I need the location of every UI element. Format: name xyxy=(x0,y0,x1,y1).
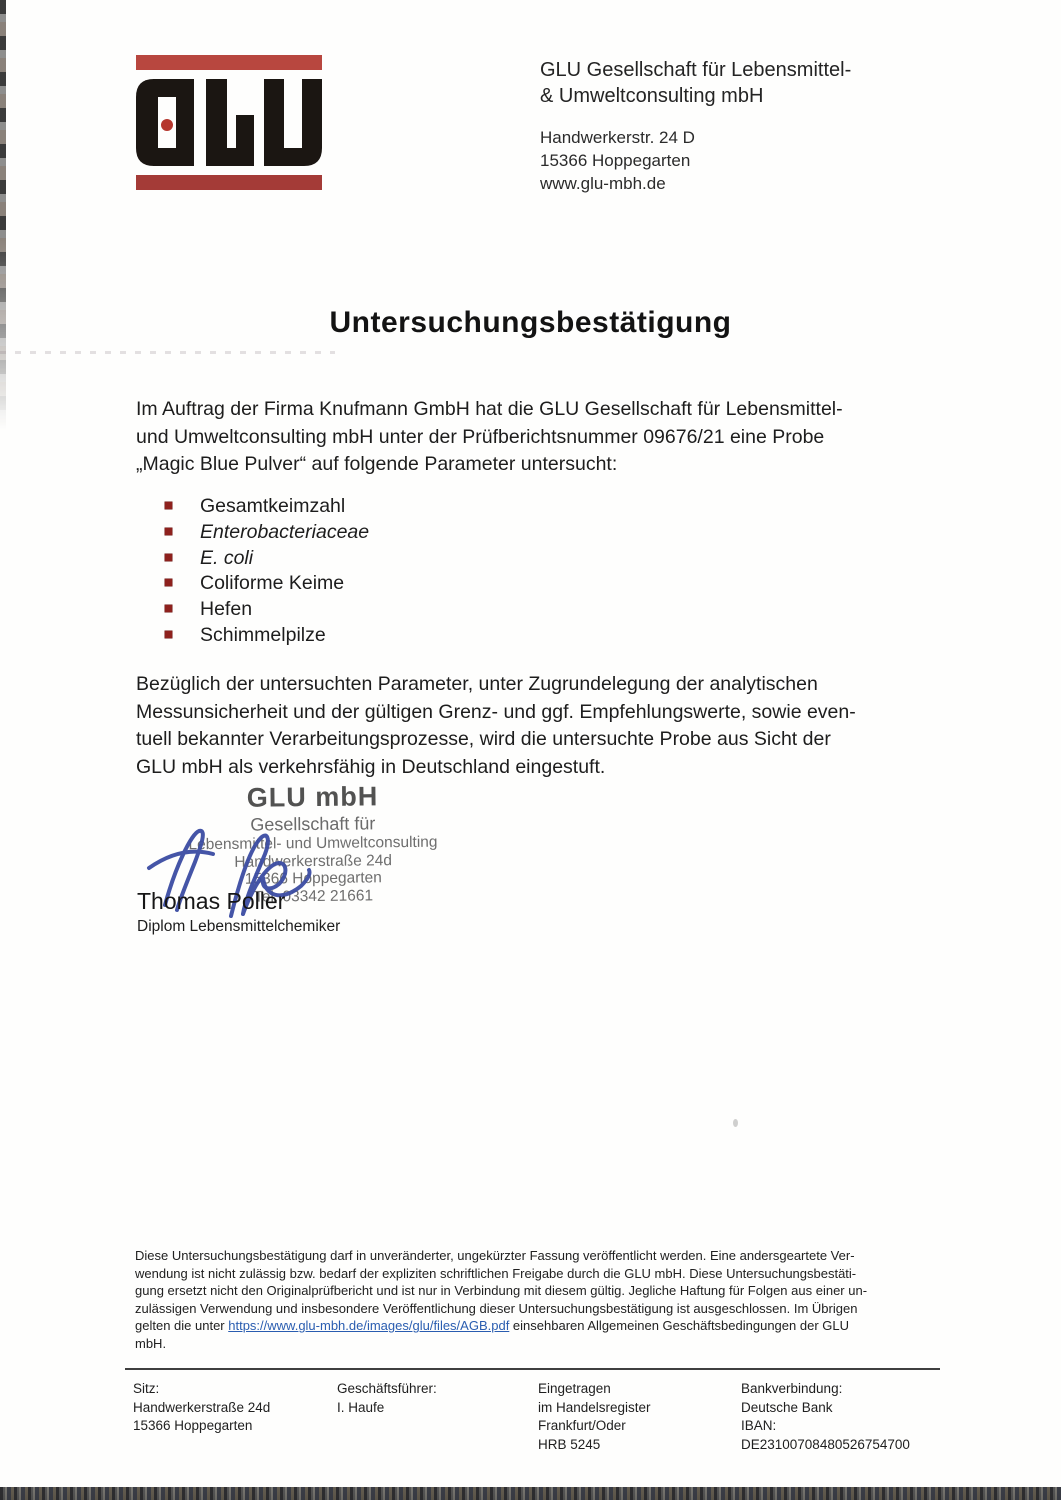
page-title: Untersuchungsbestätigung xyxy=(329,306,732,339)
scan-artifact-bottom-edge xyxy=(0,1487,1061,1500)
address-street: Handwerkerstr. 24 D xyxy=(540,128,695,147)
parameter-item xyxy=(165,623,369,649)
intro-line: und Umweltconsulting mbH unter der Prüfberichtsnummer 09676/21 eine Probe xyxy=(136,425,825,448)
assessment-line: Messunsicherheit und der gültigen Grenz- und ggf. Empfehlungswerte, sowie even- xyxy=(136,700,856,723)
parameter-label: Enterobacteriaceae xyxy=(200,520,370,543)
footer-divider xyxy=(125,1368,940,1370)
footer-line: im Handelsregister xyxy=(538,1399,651,1415)
footer-heading: Geschäftsführer: xyxy=(337,1381,437,1396)
stamp-line: Lebensmittel- und Umweltconsulting xyxy=(188,833,438,854)
parameter-item xyxy=(165,546,369,572)
parameter-label: E. coli xyxy=(200,546,254,569)
legal-line: wendung ist nicht zulässig bzw. bedarf der expliziten schriftlichen Freigabe durch die GLU mbH. Diese Untersuchungsbestäti- xyxy=(135,1265,857,1281)
bullet-square-icon xyxy=(165,631,172,638)
stamp-line: Handwerkerstraße 24d xyxy=(234,851,393,871)
parameter-item xyxy=(165,520,369,546)
signer-name: Thomas Poller xyxy=(137,888,286,914)
parameter-list xyxy=(165,494,369,649)
footer-heading: Eingetragen xyxy=(538,1381,611,1396)
footer-col-geschaeftsfuehrer xyxy=(337,1380,437,1417)
assessment-line: Bezüglich der untersuchten Parameter, unter Zugrundelegung der analytischen xyxy=(136,673,818,695)
parameter-label: Gesamtkeimzahl xyxy=(200,495,346,517)
stamp-company: GLU mbH xyxy=(246,781,379,813)
parameter-label: Coliforme Keime xyxy=(200,572,345,595)
intro-line: Im Auftrag der Firma Knufmann GmbH hat die GLU Gesellschaft für Lebensmittel- xyxy=(136,398,843,420)
parameter-label: Hefen xyxy=(200,598,253,621)
stamp-line: Gesellschaft für xyxy=(250,813,376,835)
legal-link-pre: gelten die unter xyxy=(135,1318,229,1334)
footer-line: Deutsche Bank xyxy=(741,1399,833,1415)
footer-line: IBAN: xyxy=(741,1418,777,1433)
scan-artifact-streak xyxy=(0,351,335,354)
glu-logo-icon xyxy=(133,55,325,190)
scan-artifact-speck xyxy=(733,1119,738,1127)
legal-notice xyxy=(135,1247,965,1353)
bullet-square-icon xyxy=(165,605,172,612)
bullet-square-icon xyxy=(165,579,172,586)
company-website: www.glu-mbh.de xyxy=(540,174,666,193)
assessment-line: tuell bekannter Verarbeitungsprozesse, wird die untersuchte Probe aus Sicht der xyxy=(136,728,831,751)
footer-heading: Sitz: xyxy=(133,1381,160,1396)
footer-col-bankverbindung xyxy=(741,1380,910,1454)
bullet-square-icon xyxy=(165,554,172,561)
intro-paragraph xyxy=(136,396,966,479)
stamp-line: Tel. 03342 21661 xyxy=(253,886,374,906)
company-address xyxy=(540,126,851,195)
legal-line: Diese Untersuchungsbestätigung darf in unveränderter, ungekürzter Fassung veröffentlicht werden. Eine andersgeartete Ver- xyxy=(135,1248,855,1263)
scan-artifact-left-edge xyxy=(0,0,6,430)
address-city: 15366 Hoppegarten xyxy=(540,151,691,170)
footer-heading: Bankverbindung: xyxy=(741,1381,843,1396)
footer-col-handelsregister xyxy=(538,1380,651,1454)
parameter-item xyxy=(165,597,369,623)
company-name-line1: GLU Gesellschaft für Lebensmittel- xyxy=(540,59,852,81)
footer-line: Frankfurt/Oder xyxy=(538,1418,626,1433)
legal-link-post: einsehbaren Allgemeinen Geschäftsbedingungen der GLU xyxy=(509,1318,849,1334)
legal-line-with-link xyxy=(135,1317,965,1335)
parameter-item xyxy=(165,494,369,520)
legal-line: zulässigen Verwendung und insbesondere Veröffentlichung dieser Untersuchungsbestätigung ist ausgeschlossen. Im Übrigen xyxy=(135,1300,858,1316)
bullet-square-icon xyxy=(165,502,172,509)
footer-line: Handwerkerstraße 24d xyxy=(133,1399,271,1415)
company-name-line2: & Umweltconsulting mbH xyxy=(540,85,764,107)
assessment-paragraph xyxy=(136,671,966,781)
legal-line: gung ersetzt nicht den Originalprüfbericht und ist nur in Verbindung mit diesem gültig. Jegliche Haftung für Folgen aus einer un- xyxy=(135,1283,868,1299)
footer-line: HRB 5245 xyxy=(538,1436,601,1452)
signer-title: Diplom Lebensmittelchemiker xyxy=(137,918,341,935)
assessment-line: GLU mbH als verkehrsfähig in Deutschland eingestuft. xyxy=(136,755,606,778)
footer-line: 15366 Hoppegarten xyxy=(133,1418,253,1433)
footer-col-sitz xyxy=(133,1380,270,1436)
agb-link[interactable]: https://www.glu-mbh.de/images/glu/files/AGB.pdf xyxy=(228,1318,510,1334)
legal-line: mbH. xyxy=(135,1335,167,1351)
parameter-item xyxy=(165,571,369,597)
intro-line: „Magic Blue Pulver“ auf folgende Parameter untersucht: xyxy=(136,453,618,476)
bullet-square-icon xyxy=(165,528,172,535)
signature-block xyxy=(135,782,535,952)
parameter-label: Schimmelpilze xyxy=(200,623,326,646)
letterhead xyxy=(540,57,851,195)
stamp-line: 15366 Hoppegarten xyxy=(244,869,382,888)
glu-logo-svg xyxy=(133,55,325,190)
footer-iban: DE23100708480526754700 xyxy=(741,1436,910,1452)
footer-line: I. Haufe xyxy=(337,1399,385,1415)
